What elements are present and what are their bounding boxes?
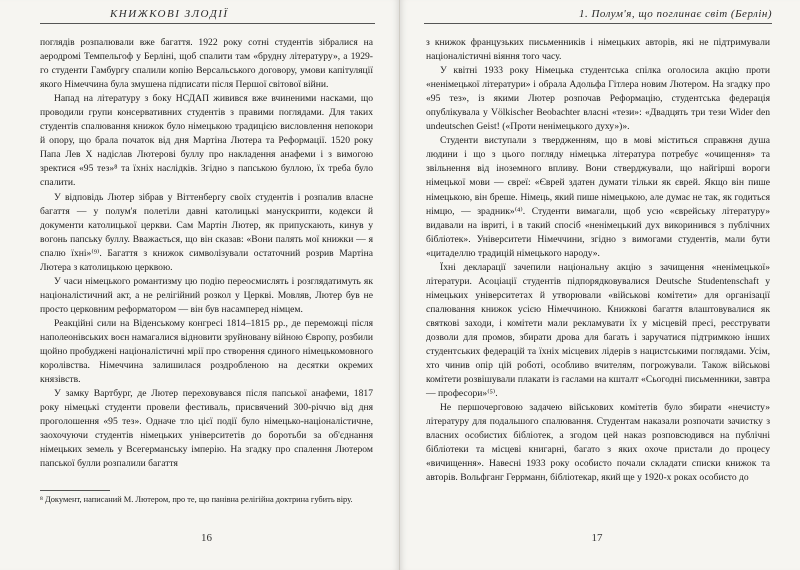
page-number-left: 16 bbox=[201, 532, 212, 544]
left-page-text bbox=[40, 36, 373, 471]
paragraph: У відповідь Лютер зібрав у Віттенбергу своїх студентів і розпалив власне багаття — у полум'я полетіли давні католицькі манускрипти, кодекси й документи католицької церкви. Сам Мартін Лютер, як припускають, кинув у вогонь папську буллу. Вважається, що він сказав: «Вони палять мої книжки — я спалю їхні»⁽⁹⁾. Багаття з книжок символізували остаточний розрив Мартіна Лютера з католицькою церквою. bbox=[40, 191, 373, 273]
paragraph: Студенти виступали з твердженням, що в мові міститься справжня душа людини і що з цього погляду німецька література потребує «очищення» та звільнення від іноземного впливу. Вони стверджували, що найгірші вороги німецької мови — євреї: «Єврей здатен думати тільки як єврей. Якщо він пише німецькою, він бреше. Німець, який пише німецькою, але думає не так, як годиться німцю, — зрадник»⁽⁴⁾. Студенти вимагали, щоб усю «єврейську літературу» видавали на івриті, і в такий спосіб «ненімецький дух викоринився з публічних бібліотек». Університети Німеччини, згідно з вимогами студентів, мали бути «цитаделлю традицій німецького народу». bbox=[426, 135, 770, 259]
paragraph: Не першочерговою задачею військових комітетів було збирати «нечисту» літературу для подальшого спалювання. Студентам наказали розпочати зачистку з власних особистих бібліотек, а згодом цей наказ розповсюдився на публічні бібліотеки та місцеві книгарні, багато з яких охоче пристали до процесу «вичищення». Навесні 1933 року особисто почали складати списки книжок та авторів. Вольфганг Геррманн, бібліотекар, який ще у 1920-х роках особисто до bbox=[426, 402, 770, 484]
page-number-right: 17 bbox=[591, 532, 603, 544]
paragraph: Реакційні сили на Віденському конгресі 1814–1815 рр., де переможці після наполеонівських воєн намагалися відновити зруйновану війною Європу, розбили щойно пробуджені націоналістичні мрії про створення єдиного німецькомовного королівства. Німеччина залишилася роздробленою на десятки окремих князівств. bbox=[40, 317, 373, 386]
running-head-right: 1. Полум'я, що поглинає світ (Берлін) bbox=[424, 8, 772, 24]
paragraph: Їхні декларації зачепили національну акцію з зачищення «ненімецької» літератури. Асоціації студентів підпорядковувалися Deutsche Studentenschaft у німецьких університетах й утворювали «військові комітети» для організації спалювання книжок усією Німеччиною. Книжкові багаття влаштовувалися як святкові заходи, і комітети мали рекламувати їх у місцевій пресі, реєструвати дозволи для промов, збирати дрова для багать і заручатися підтримкою інших студентських федерацій та їхніх місцевих лідерів з нацистськими поглядами. Усім, хто чинив опір цій роботі, особливо вчителям, погрожували. Також військові комітети розвішували плакати із гаслами на кшталт «Сьогодні письменники, завтра — професори»⁽⁵⁾. bbox=[426, 261, 770, 400]
running-head-left: КНИЖКОВІ ЗЛОДІЇ bbox=[40, 8, 375, 24]
right-page-text bbox=[426, 36, 770, 486]
footnote: ⁸ Документ, написаний М. Лютером, про те, що панівна релігійна доктрина губить віру. bbox=[40, 495, 353, 504]
footnote-rule bbox=[40, 490, 110, 491]
paragraph: У замку Вартбург, де Лютер переховувався після папської анафеми, 1817 року німецькі студенти провели фестиваль, присвячений 300-річчю від дня проголошення «95 тез». Одначе тло цієї події було німецько-націоналістичне, заохочуючи студентів німецьких університетів до боротьби за об'єднання німецьких земель у Всегерманську імперію. На згадку про спалення Лютером папської булли розпалили багаття bbox=[40, 388, 373, 470]
paragraph: Напад на літературу з боку НСДАП живився вже вчиненими насками, що проводили групи консервативних студентів з правими поглядами. Для таких студентів спалювання книжок було німецькою традицією висловлення непокори й опору, що брала початок від дня Мартіна Лютера та Реформації. 1520 року Папа Лев X надіслав Лютерові буллу про накладення анафеми і з вимогою зректися «95 тез»⁸ та їхніх наслідків. Згідно з папською буллою, їх треба було спалити. bbox=[40, 93, 373, 189]
paragraph: з книжок французьких письменників і німецьких авторів, які не підтримували націоналістичні віяння того часу. bbox=[426, 37, 770, 63]
right-page bbox=[400, 0, 800, 570]
paragraph: поглядів розпалювали вже багаття. 1922 року сотні студентів зібралися на аеродромі Темпельгоф у Берліні, щоб спалити там «брудну літературу», а 1929-го студенти Гамбургу спалили копію Версальського договору, умови капітуляції якого Німеччина була змушена підписати після Першої світової війни. bbox=[40, 37, 373, 91]
paragraph: У часи німецького романтизму цю подію переосмислять і розглядатимуть як націоналістичний акт, а не релігійний розкол у Церкві. Мовляв, Лютер був не просто церковним реформатором — він був насамперед німцем. bbox=[40, 275, 373, 315]
paragraph: У квітні 1933 року Німецька студентська спілка оголосила акцію проти «ненімецької літератури» і обрала Адольфа Гітлера новим Лютером. На згадку про «95 тез», із якими Лютер розпочав Реформацію, студентська федерація опублікувала у Völkischer Beobachter власні «тези»: «Двадцять три тези Wider den undeutschen Geist! («Проти ненімецького духу»)». bbox=[426, 65, 770, 133]
